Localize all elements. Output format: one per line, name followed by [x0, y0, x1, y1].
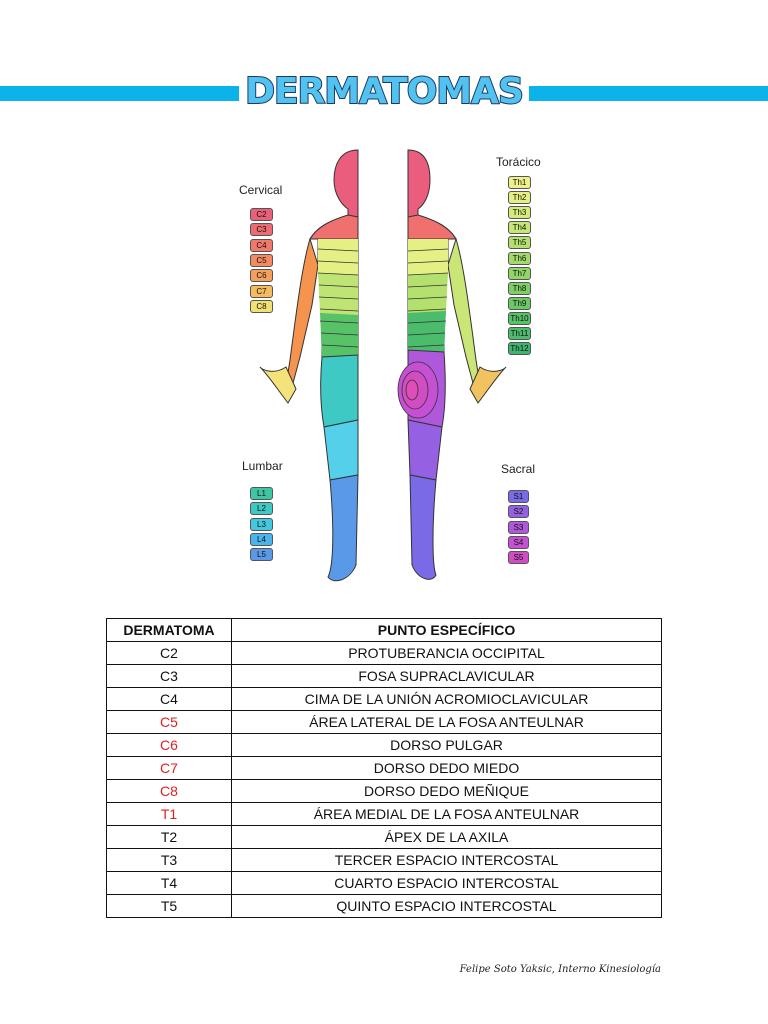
cell-punto-especifico: ÁREA MEDIAL DE LA FOSA ANTEULNAR [232, 803, 662, 826]
table-row [107, 826, 662, 849]
cell-dermatoma: C8 [107, 780, 232, 803]
chip-c7: C7 [250, 285, 273, 298]
table-row [107, 665, 662, 688]
chip-th2: Th2 [508, 191, 531, 204]
cell-punto-especifico: ÁREA LATERAL DE LA FOSA ANTEULNAR [232, 711, 662, 734]
cell-dermatoma: C6 [107, 734, 232, 757]
table-row [107, 780, 662, 803]
cell-dermatoma: T3 [107, 849, 232, 872]
dermatome-table [106, 618, 662, 918]
chip-c6: C6 [250, 269, 273, 282]
chip-l1: L1 [250, 487, 273, 500]
cell-punto-especifico: QUINTO ESPACIO INTERCOSTAL [232, 895, 662, 918]
chip-c3: C3 [250, 223, 273, 236]
cell-dermatoma: T1 [107, 803, 232, 826]
group-label-toracico: Torácico [496, 155, 541, 169]
group-label-sacral: Sacral [501, 462, 536, 476]
cell-dermatoma: C3 [107, 665, 232, 688]
title-wrap [0, 70, 768, 114]
cell-punto-especifico: ÁPEX DE LA AXILA [232, 826, 662, 849]
table-body [107, 642, 662, 918]
chip-s3: S3 [508, 521, 529, 534]
dermatome-figure [230, 145, 540, 590]
cell-dermatoma: T2 [107, 826, 232, 849]
chip-l4: L4 [250, 533, 273, 546]
cell-punto-especifico: TERCER ESPACIO INTERCOSTAL [232, 849, 662, 872]
chip-l5: L5 [250, 548, 273, 561]
cell-punto-especifico: PROTUBERANCIA OCCIPITAL [232, 642, 662, 665]
chip-s2: S2 [508, 505, 529, 518]
chip-th3: Th3 [508, 206, 531, 219]
chip-c4: C4 [250, 239, 273, 252]
chip-l3: L3 [250, 518, 273, 531]
cell-dermatoma: C2 [107, 642, 232, 665]
chip-th9: Th9 [508, 297, 531, 310]
chip-th10: Th10 [508, 312, 531, 325]
cell-dermatoma: C4 [107, 688, 232, 711]
cell-dermatoma: C5 [107, 711, 232, 734]
table-row [107, 872, 662, 895]
chip-th12: Th12 [508, 342, 531, 355]
chip-th6: Th6 [508, 252, 531, 265]
chip-th8: Th8 [508, 282, 531, 295]
table-row [107, 711, 662, 734]
chip-l2: L2 [250, 502, 273, 515]
cell-punto-especifico: DORSO DEDO MEÑIQUE [232, 780, 662, 803]
cell-punto-especifico: DORSO PULGAR [232, 734, 662, 757]
chip-th7: Th7 [508, 267, 531, 280]
chip-th11: Th11 [508, 327, 531, 340]
chip-c5: C5 [250, 254, 273, 267]
cell-punto-especifico: DORSO DEDO MIEDO [232, 757, 662, 780]
cell-punto-especifico: CUARTO ESPACIO INTERCOSTAL [232, 872, 662, 895]
body-diagram [230, 145, 540, 590]
table-row [107, 642, 662, 665]
front-half-body [260, 150, 358, 581]
chip-th5: Th5 [508, 236, 531, 249]
cell-punto-especifico: FOSA SUPRACLAVICULAR [232, 665, 662, 688]
group-label-cervical: Cervical [239, 183, 283, 197]
chip-c2: C2 [250, 208, 273, 221]
header-punto-especifico: PUNTO ESPECÍFICO [232, 619, 662, 642]
cell-dermatoma: C7 [107, 757, 232, 780]
page-title: DERMATOMAS [239, 70, 529, 114]
chip-s4: S4 [508, 536, 529, 549]
table-row [107, 895, 662, 918]
table-row [107, 688, 662, 711]
table-row [107, 849, 662, 872]
back-half-body [398, 150, 506, 579]
footer-credit: Felipe Soto Yaksic, Interno Kinesiología [459, 964, 661, 975]
chip-s1: S1 [508, 490, 529, 503]
table-row [107, 803, 662, 826]
cell-dermatoma: T5 [107, 895, 232, 918]
table-row [107, 734, 662, 757]
table-row [107, 757, 662, 780]
header-dermatoma: DERMATOMA [107, 619, 232, 642]
chip-c8: C8 [250, 300, 273, 313]
chip-th1: Th1 [508, 176, 531, 189]
chip-th4: Th4 [508, 221, 531, 234]
chip-s5: S5 [508, 551, 529, 564]
table-header-row [107, 619, 662, 642]
group-label-lumbar: Lumbar [242, 459, 283, 473]
cell-punto-especifico: CIMA DE LA UNIÓN ACROMIOCLAVICULAR [232, 688, 662, 711]
cell-dermatoma: T4 [107, 872, 232, 895]
